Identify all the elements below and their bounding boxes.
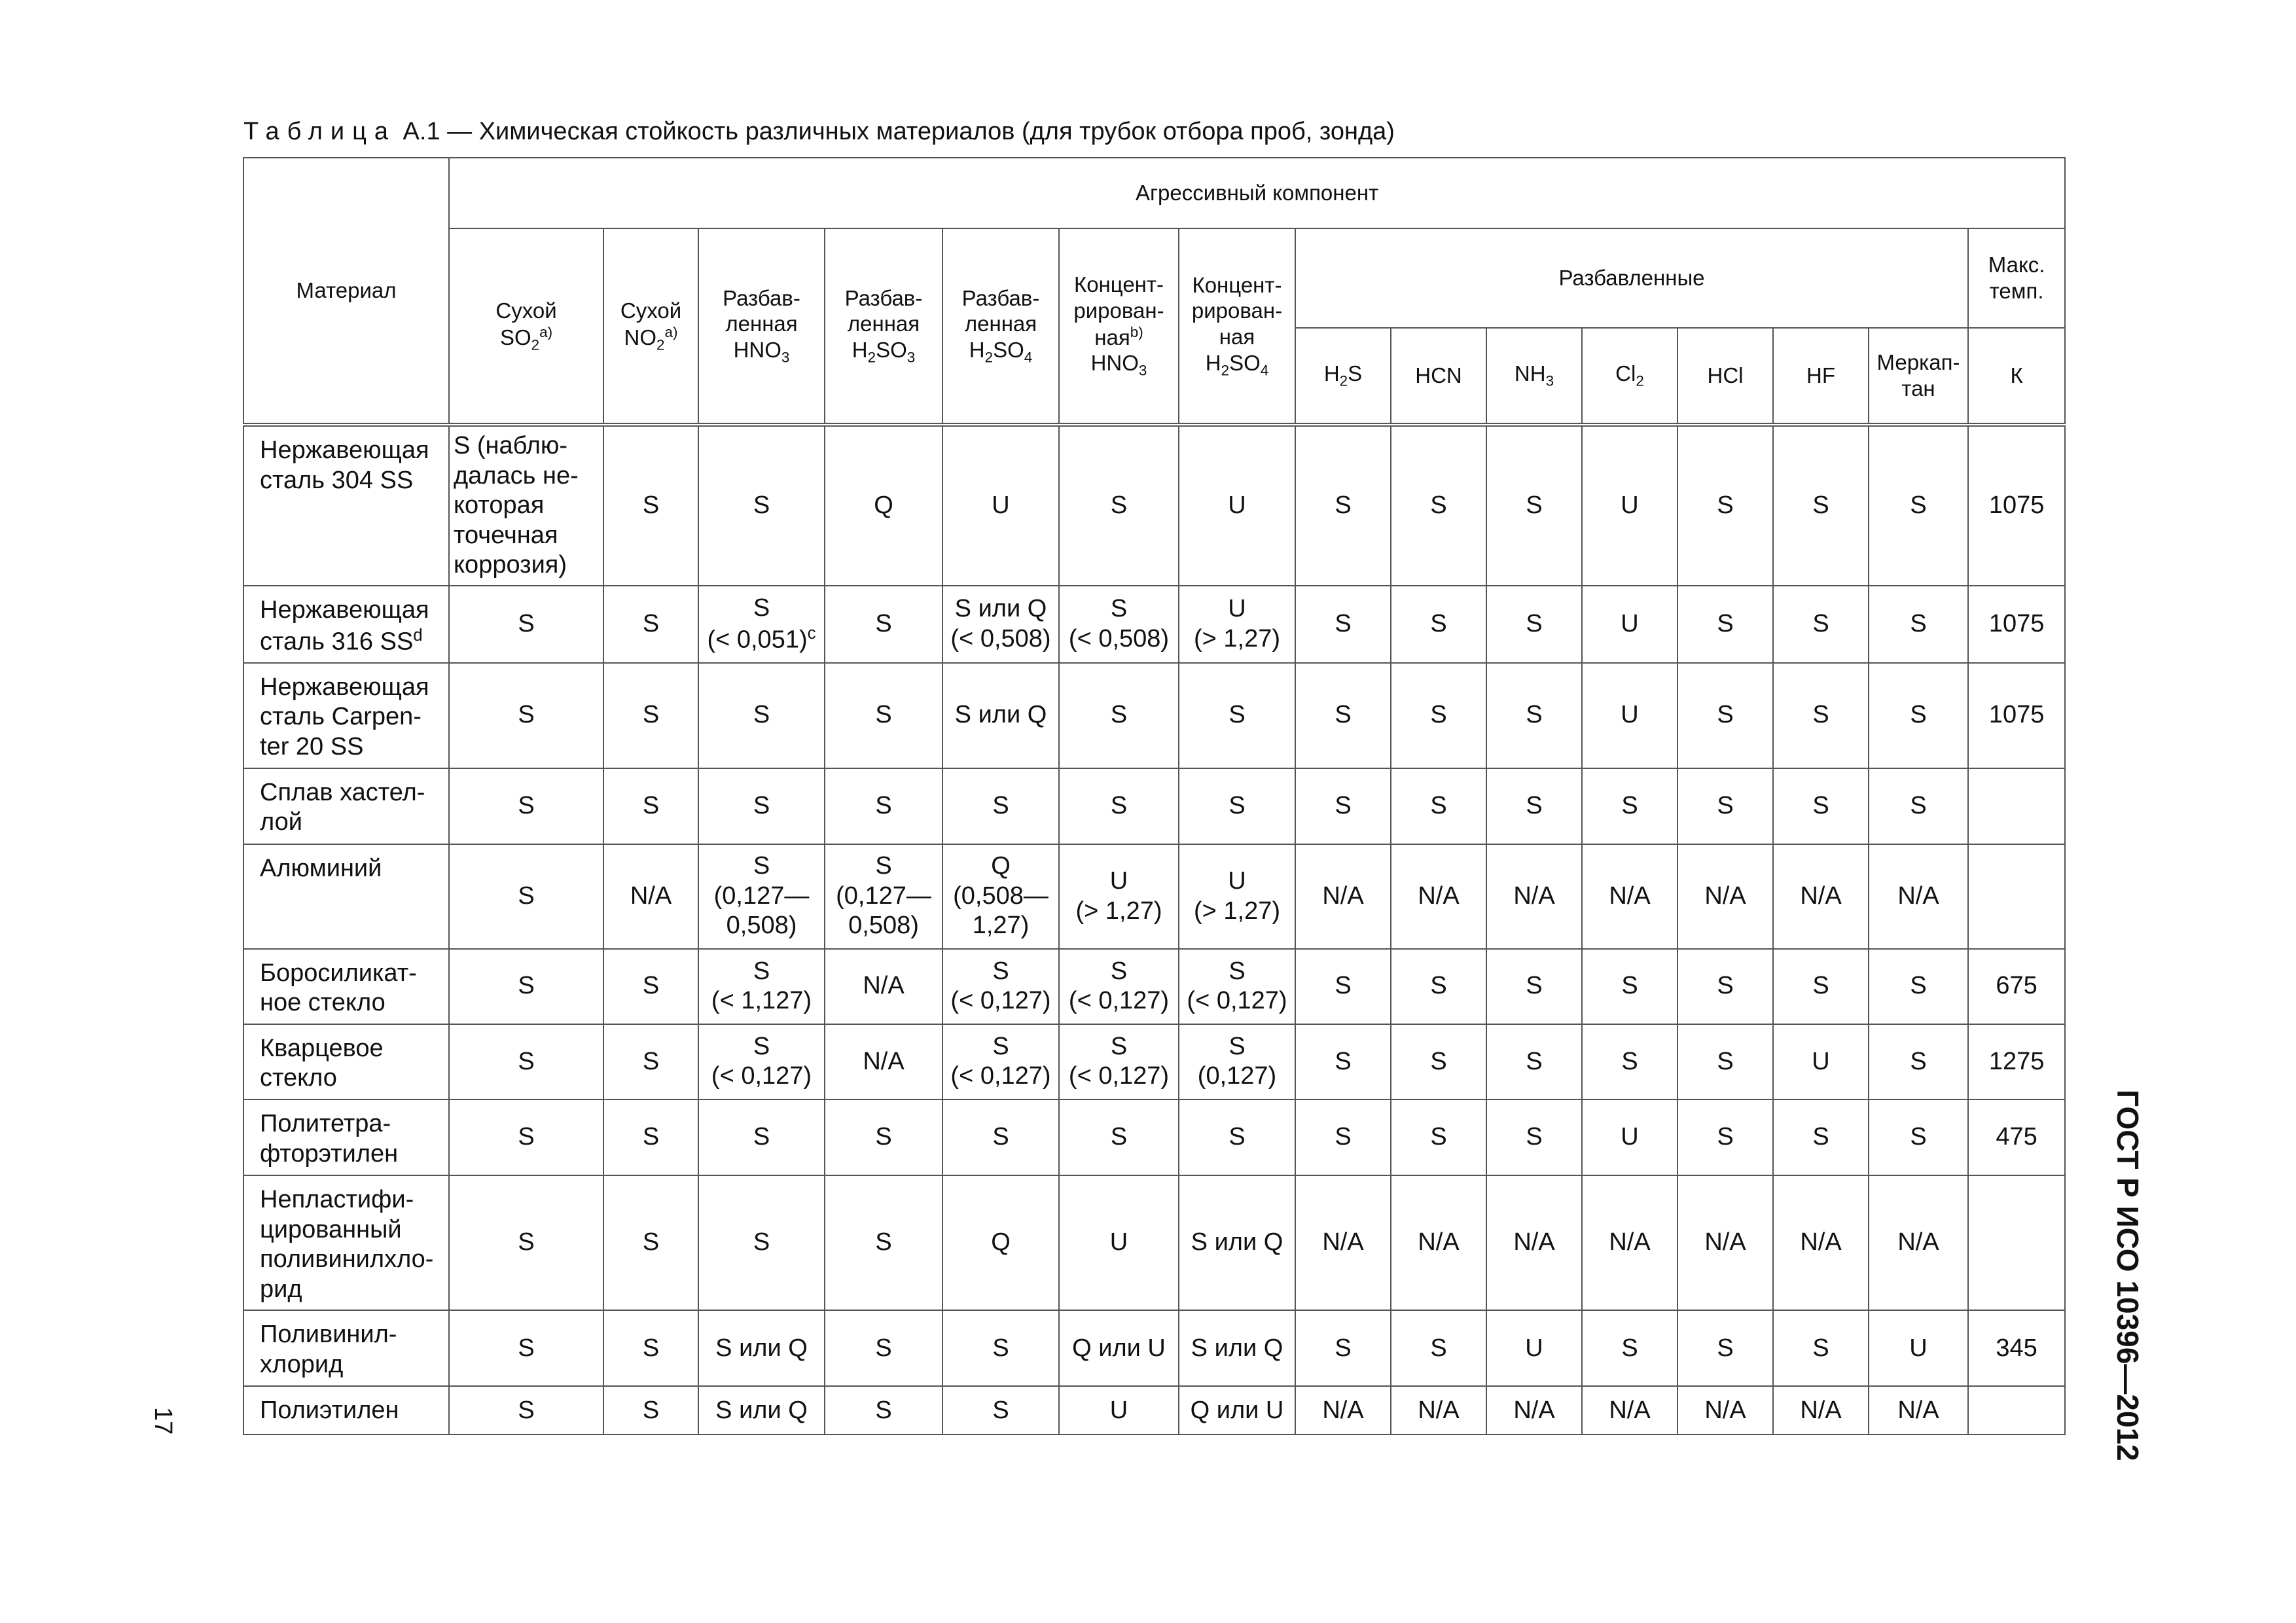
value-cell-nh3: S bbox=[1486, 586, 1582, 663]
value-cell-merc: U bbox=[1869, 1310, 1968, 1386]
value-cell-c5: Q bbox=[942, 1175, 1059, 1310]
header-hf: HF bbox=[1773, 328, 1869, 425]
value-cell-hcl: S bbox=[1677, 425, 1773, 586]
material-cell: Нержавеющая сталь 304 SS bbox=[243, 425, 449, 586]
header-max-temp: Макс. темп. bbox=[1968, 228, 2065, 328]
value-cell-c3: S bbox=[698, 663, 825, 768]
value-cell-nh3: N/A bbox=[1486, 844, 1582, 949]
chemical-resistance-table bbox=[243, 157, 2066, 1435]
value-cell-c5: S bbox=[942, 768, 1059, 844]
value-cell-temp: 675 bbox=[1968, 949, 2065, 1024]
value-cell-c6: S bbox=[1059, 768, 1179, 844]
value-cell-hcl: S bbox=[1677, 1099, 1773, 1175]
value-cell-c7: S (< 0,127) bbox=[1179, 949, 1295, 1024]
value-cell-c5: S bbox=[942, 1386, 1059, 1435]
value-cell-merc: N/A bbox=[1869, 844, 1968, 949]
value-cell-nh3: S bbox=[1486, 1024, 1582, 1099]
value-cell-cl2: N/A bbox=[1582, 1175, 1677, 1310]
value-cell-hcn: S bbox=[1391, 949, 1486, 1024]
table-row bbox=[243, 1310, 2065, 1386]
table-row bbox=[243, 1024, 2065, 1099]
material-cell: Поливинил- хлорид bbox=[243, 1310, 449, 1386]
header-diluted-group: Разбавленные bbox=[1295, 228, 1968, 328]
value-cell-hcn: N/A bbox=[1391, 844, 1486, 949]
value-cell-c3: S bbox=[698, 1099, 825, 1175]
value-cell-hcl: S bbox=[1677, 586, 1773, 663]
header-diluted-h2so4: Разбав- ленная $H_2SO_4$ bbox=[942, 228, 1059, 425]
table-row bbox=[243, 1386, 2065, 1435]
table-row bbox=[243, 663, 2065, 768]
value-cell-c4: S bbox=[825, 1386, 942, 1435]
value-cell-c7: S или Q bbox=[1179, 1310, 1295, 1386]
value-cell-temp bbox=[1968, 1386, 2065, 1435]
value-cell-merc: N/A bbox=[1869, 1175, 1968, 1310]
value-cell-c7: U bbox=[1179, 425, 1295, 586]
value-cell-c4: N/A bbox=[825, 949, 942, 1024]
header-nh3: $NH_3$ bbox=[1486, 328, 1582, 425]
value-cell-c2: N/A bbox=[603, 844, 698, 949]
value-cell-cl2: N/A bbox=[1582, 844, 1677, 949]
value-cell-h2s: S bbox=[1295, 768, 1391, 844]
value-cell-temp: 345 bbox=[1968, 1310, 2065, 1386]
header-concentrated-h2so4: Концент- рирован- ная $H_2SO_4$ bbox=[1179, 228, 1295, 425]
value-cell-c1: S bbox=[449, 663, 603, 768]
value-cell-h2s: N/A bbox=[1295, 1386, 1391, 1435]
value-cell-c2: S bbox=[603, 586, 698, 663]
value-cell-temp: 1075 bbox=[1968, 425, 2065, 586]
value-cell-c6: S (< 0,127) bbox=[1059, 1024, 1179, 1099]
value-cell-c2: S bbox=[603, 768, 698, 844]
table-row bbox=[243, 1099, 2065, 1175]
value-cell-hcn: S bbox=[1391, 768, 1486, 844]
value-cell-c2: S bbox=[603, 663, 698, 768]
value-cell-c2: S bbox=[603, 1099, 698, 1175]
table-row bbox=[243, 768, 2065, 844]
value-cell-c5: S или Q (< 0,508) bbox=[942, 586, 1059, 663]
value-cell-hcn: S bbox=[1391, 1099, 1486, 1175]
value-cell-c6: U bbox=[1059, 1386, 1179, 1435]
material-cell: Нержавеющая сталь Carpen- ter 20 SS bbox=[243, 663, 449, 768]
value-cell-c4: S bbox=[825, 768, 942, 844]
header-hcl: HCl bbox=[1677, 328, 1773, 425]
value-cell-hf: N/A bbox=[1773, 844, 1869, 949]
value-cell-cl2: U bbox=[1582, 425, 1677, 586]
value-cell-c4: S (0,127— 0,508) bbox=[825, 844, 942, 949]
value-cell-c1: S bbox=[449, 1099, 603, 1175]
value-cell-h2s: S bbox=[1295, 1310, 1391, 1386]
value-cell-c7: S bbox=[1179, 1099, 1295, 1175]
value-cell-hcn: S bbox=[1391, 663, 1486, 768]
page-number: 17 bbox=[149, 1407, 177, 1435]
value-cell-c1: S bbox=[449, 768, 603, 844]
value-cell-hcl: N/A bbox=[1677, 844, 1773, 949]
value-cell-c5: S bbox=[942, 1099, 1059, 1175]
value-cell-c1: S bbox=[449, 949, 603, 1024]
value-cell-nh3: S bbox=[1486, 949, 1582, 1024]
document-code: ГОСТ Р ИСО 10396—2012 bbox=[2111, 1090, 2145, 1461]
value-cell-cl2: S bbox=[1582, 768, 1677, 844]
value-cell-c2: S bbox=[603, 1024, 698, 1099]
value-cell-hf: S bbox=[1773, 586, 1869, 663]
value-cell-c6: S (< 0,127) bbox=[1059, 949, 1179, 1024]
value-cell-c1: S bbox=[449, 844, 603, 949]
value-cell-h2s: S bbox=[1295, 1099, 1391, 1175]
value-cell-cl2: S bbox=[1582, 1024, 1677, 1099]
value-cell-nh3: S bbox=[1486, 1099, 1582, 1175]
value-cell-cl2: U bbox=[1582, 663, 1677, 768]
value-cell-cl2: S bbox=[1582, 1310, 1677, 1386]
material-cell: Алюминий bbox=[243, 844, 449, 949]
value-cell-h2s: S bbox=[1295, 949, 1391, 1024]
value-cell-nh3: U bbox=[1486, 1310, 1582, 1386]
value-cell-hcn: S bbox=[1391, 425, 1486, 586]
value-cell-c1: S bbox=[449, 1310, 603, 1386]
value-cell-c3: S bbox=[698, 768, 825, 844]
value-cell-hcl: S bbox=[1677, 949, 1773, 1024]
header-unit-kelvin: К bbox=[1968, 328, 2065, 425]
value-cell-merc: S bbox=[1869, 949, 1968, 1024]
value-cell-c2: S bbox=[603, 1386, 698, 1435]
value-cell-c1: S bbox=[449, 1386, 603, 1435]
value-cell-c7: U (> 1,27) bbox=[1179, 586, 1295, 663]
value-cell-cl2: N/A bbox=[1582, 1386, 1677, 1435]
value-cell-merc: S bbox=[1869, 586, 1968, 663]
value-cell-nh3: N/A bbox=[1486, 1175, 1582, 1310]
value-cell-cl2: S bbox=[1582, 949, 1677, 1024]
table-row bbox=[243, 1175, 2065, 1310]
value-cell-c2: S bbox=[603, 949, 698, 1024]
value-cell-c6: Q или U bbox=[1059, 1310, 1179, 1386]
value-cell-c6: U bbox=[1059, 1175, 1179, 1310]
table-row bbox=[243, 844, 2065, 949]
caption-label: Таблица bbox=[243, 118, 396, 145]
value-cell-c1: S bbox=[449, 1024, 603, 1099]
value-cell-c5: Q (0,508— 1,27) bbox=[942, 844, 1059, 949]
value-cell-temp: 1275 bbox=[1968, 1024, 2065, 1099]
value-cell-temp: 1075 bbox=[1968, 586, 2065, 663]
value-cell-c3: S (< 0,051)$^c$ bbox=[698, 586, 825, 663]
value-cell-hcn: S bbox=[1391, 586, 1486, 663]
value-cell-h2s: N/A bbox=[1295, 1175, 1391, 1310]
value-cell-c4: N/A bbox=[825, 1024, 942, 1099]
value-cell-c6: S (< 0,508) bbox=[1059, 586, 1179, 663]
value-cell-c2: S bbox=[603, 1310, 698, 1386]
value-cell-hcn: S bbox=[1391, 1310, 1486, 1386]
value-cell-c7: S bbox=[1179, 663, 1295, 768]
value-cell-cl2: U bbox=[1582, 586, 1677, 663]
value-cell-c6: U (> 1,27) bbox=[1059, 844, 1179, 949]
value-cell-c7: S или Q bbox=[1179, 1175, 1295, 1310]
value-cell-c3: S bbox=[698, 1175, 825, 1310]
value-cell-hcl: S bbox=[1677, 1024, 1773, 1099]
header-concentrated-hno3: Концент- рирован- ная$^{b)}$ $HNO_3$ bbox=[1059, 228, 1179, 425]
value-cell-merc: S bbox=[1869, 1024, 1968, 1099]
value-cell-c4: S bbox=[825, 586, 942, 663]
value-cell-c3: S (< 0,127) bbox=[698, 1024, 825, 1099]
header-dry-no2: Сухой $NO_2^{a)}$ bbox=[603, 228, 698, 425]
value-cell-c3: S (< 1,127) bbox=[698, 949, 825, 1024]
value-cell-c4: S bbox=[825, 1099, 942, 1175]
header-diluted-hno3: Разбав- ленная $HNO_3$ bbox=[698, 228, 825, 425]
value-cell-temp bbox=[1968, 1175, 2065, 1310]
value-cell-c6: S bbox=[1059, 663, 1179, 768]
value-cell-c1: S bbox=[449, 1175, 603, 1310]
value-cell-c5: U bbox=[942, 425, 1059, 586]
value-cell-c4: S bbox=[825, 663, 942, 768]
value-cell-c4: S bbox=[825, 1175, 942, 1310]
value-cell-c7: U (> 1,27) bbox=[1179, 844, 1295, 949]
value-cell-nh3: S bbox=[1486, 663, 1582, 768]
value-cell-hf: S bbox=[1773, 1310, 1869, 1386]
value-cell-merc: S bbox=[1869, 425, 1968, 586]
value-cell-hf: U bbox=[1773, 1024, 1869, 1099]
value-cell-merc: S bbox=[1869, 768, 1968, 844]
header-diluted-h2so3: Разбав- ленная $H_2SO_3$ bbox=[825, 228, 942, 425]
table-row bbox=[243, 586, 2065, 663]
value-cell-h2s: S bbox=[1295, 425, 1391, 586]
value-cell-hcn: N/A bbox=[1391, 1175, 1486, 1310]
value-cell-c6: S bbox=[1059, 1099, 1179, 1175]
value-cell-c3: S или Q bbox=[698, 1310, 825, 1386]
value-cell-temp: 1075 bbox=[1968, 663, 2065, 768]
value-cell-c4: Q bbox=[825, 425, 942, 586]
header-hcn: HCN bbox=[1391, 328, 1486, 425]
value-cell-hf: N/A bbox=[1773, 1175, 1869, 1310]
value-cell-h2s: S bbox=[1295, 586, 1391, 663]
material-cell: Нержавеющая сталь 316 $SS^d$ bbox=[243, 586, 449, 663]
value-cell-c5: S bbox=[942, 1310, 1059, 1386]
value-cell-cl2: U bbox=[1582, 1099, 1677, 1175]
value-cell-c7: S bbox=[1179, 768, 1295, 844]
table-body bbox=[243, 425, 2065, 1435]
value-cell-hf: S bbox=[1773, 1099, 1869, 1175]
value-cell-c2: S bbox=[603, 425, 698, 586]
value-cell-hcn: S bbox=[1391, 1024, 1486, 1099]
header-aggressive-component: Агрессивный компонент bbox=[449, 158, 2065, 228]
value-cell-c2: S bbox=[603, 1175, 698, 1310]
value-cell-c3: S bbox=[698, 425, 825, 586]
value-cell-temp bbox=[1968, 844, 2065, 949]
value-cell-hcl: N/A bbox=[1677, 1175, 1773, 1310]
value-cell-hcl: N/A bbox=[1677, 1386, 1773, 1435]
value-cell-c1: S (наблю- далась не- которая точечная коррозия) bbox=[449, 425, 603, 586]
header-dry-so2: Сухой $SO_2^{a)}$ bbox=[449, 228, 603, 425]
value-cell-hf: S bbox=[1773, 949, 1869, 1024]
material-cell: Непластифи- цированный поливинилхло- рид bbox=[243, 1175, 449, 1310]
value-cell-c7: S (0,127) bbox=[1179, 1024, 1295, 1099]
value-cell-c6: S bbox=[1059, 425, 1179, 586]
value-cell-c4: S bbox=[825, 1310, 942, 1386]
table-row bbox=[243, 949, 2065, 1024]
value-cell-hcn: N/A bbox=[1391, 1386, 1486, 1435]
table-caption bbox=[243, 118, 1395, 146]
material-cell: Сплав хастел- лой bbox=[243, 768, 449, 844]
value-cell-h2s: S bbox=[1295, 663, 1391, 768]
material-cell: Боросиликат- ное стекло bbox=[243, 949, 449, 1024]
value-cell-c3: S (0,127— 0,508) bbox=[698, 844, 825, 949]
value-cell-c3: S или Q bbox=[698, 1386, 825, 1435]
material-cell: Кварцевое стекло bbox=[243, 1024, 449, 1099]
caption-title: А.1 — Химическая стойкость различных материалов (для трубок отбора проб, зонда) bbox=[396, 118, 1395, 145]
value-cell-nh3: S bbox=[1486, 425, 1582, 586]
value-cell-h2s: N/A bbox=[1295, 844, 1391, 949]
value-cell-hf: N/A bbox=[1773, 1386, 1869, 1435]
value-cell-hf: S bbox=[1773, 425, 1869, 586]
value-cell-c7: Q или U bbox=[1179, 1386, 1295, 1435]
value-cell-hcl: S bbox=[1677, 768, 1773, 844]
header-cl2: $Cl_2$ bbox=[1582, 328, 1677, 425]
header-mercaptan: Меркап- тан bbox=[1869, 328, 1968, 425]
value-cell-c5: S (< 0,127) bbox=[942, 1024, 1059, 1099]
header-material: Материал bbox=[243, 158, 449, 425]
value-cell-hcl: S bbox=[1677, 1310, 1773, 1386]
value-cell-c5: S или Q bbox=[942, 663, 1059, 768]
value-cell-nh3: N/A bbox=[1486, 1386, 1582, 1435]
value-cell-c1: S bbox=[449, 586, 603, 663]
material-cell: Политетра- фторэтилен bbox=[243, 1099, 449, 1175]
value-cell-merc: S bbox=[1869, 663, 1968, 768]
header-h2s: $H_2S$ bbox=[1295, 328, 1391, 425]
value-cell-hcl: S bbox=[1677, 663, 1773, 768]
material-cell: Полиэтилен bbox=[243, 1386, 449, 1435]
value-cell-hf: S bbox=[1773, 768, 1869, 844]
value-cell-hf: S bbox=[1773, 663, 1869, 768]
table-row bbox=[243, 425, 2065, 586]
value-cell-h2s: S bbox=[1295, 1024, 1391, 1099]
value-cell-temp bbox=[1968, 768, 2065, 844]
value-cell-temp: 475 bbox=[1968, 1099, 2065, 1175]
value-cell-c5: S (< 0,127) bbox=[942, 949, 1059, 1024]
value-cell-nh3: S bbox=[1486, 768, 1582, 844]
value-cell-merc: N/A bbox=[1869, 1386, 1968, 1435]
value-cell-merc: S bbox=[1869, 1099, 1968, 1175]
